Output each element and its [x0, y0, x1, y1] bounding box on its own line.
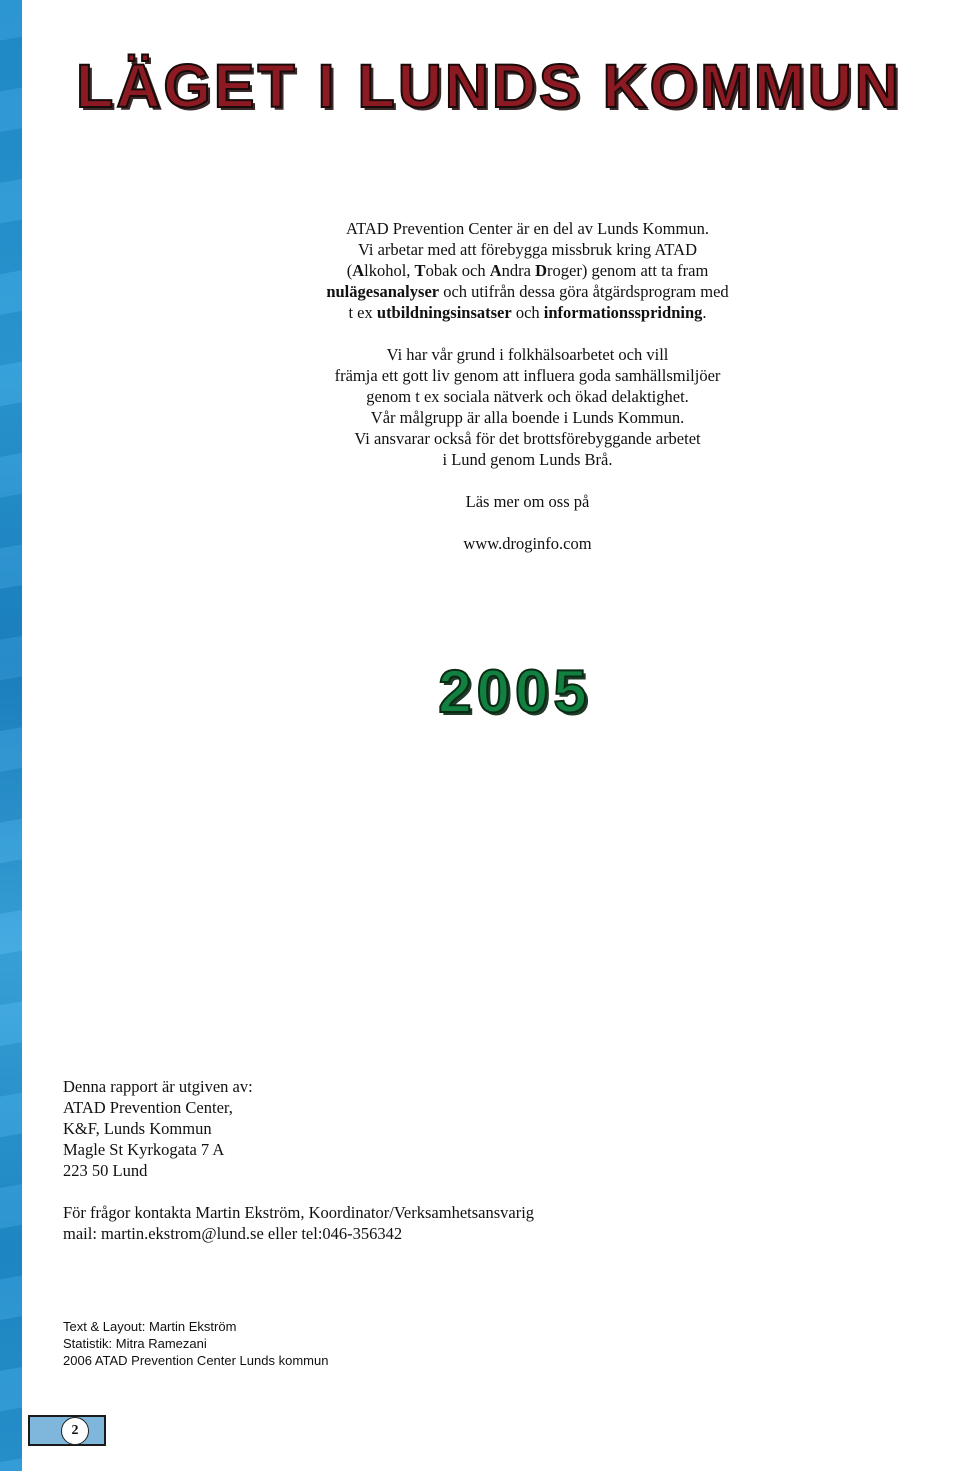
intro-line: Vi arbetar med att förebygga missbruk kring ATAD: [357, 240, 698, 259]
credits: [63, 1318, 563, 1369]
publisher-line: 223 50 Lund: [63, 1161, 148, 1180]
intro-text: [290, 218, 765, 554]
text-fragment: ndra: [501, 261, 536, 280]
year-heading: 2005: [438, 658, 592, 725]
page-number: 2: [61, 1417, 89, 1445]
bold-term: utbildningsinsatser: [376, 303, 512, 322]
text-fragment: obak och: [425, 261, 490, 280]
acronym-letter: D: [535, 261, 548, 280]
bold-term: informationsspridning: [543, 303, 703, 322]
acronym-letter: A: [352, 261, 365, 280]
text-fragment: .: [702, 303, 707, 322]
contact-line: För frågor kontakta Martin Ekström, Koordinator/Verksamhetsansvarig: [63, 1203, 535, 1222]
text-fragment: t ex: [348, 303, 377, 322]
text-fragment: och utifrån dessa göra åtgärdsprogram med: [439, 282, 729, 301]
acronym-letter: A: [489, 261, 502, 280]
mission-line: Vi ansvarar också för det brottsförebyggande arbetet: [354, 429, 701, 448]
mission-line: Vi har vår grund i folkhälsoarbetet och vill: [386, 345, 669, 364]
text-fragment: roger) genom att ta fram: [547, 261, 709, 280]
sidebar-texture: [0, 0, 22, 1471]
read-more-text: Läs mer om oss på: [465, 492, 590, 511]
text-fragment: (: [346, 261, 353, 280]
publisher-line: Magle St Kyrkogata 7 A: [63, 1140, 225, 1159]
text-fragment: och: [511, 303, 544, 322]
intro-line: [290, 281, 765, 302]
intro-line: [290, 302, 765, 323]
intro-line-atad: [290, 260, 765, 281]
mission-line: Vår målgrupp är alla boende i Lunds Kommun.: [370, 408, 685, 427]
website-link[interactable]: www.droginfo.com: [463, 534, 592, 553]
mission-line: främja ett gott liv genom att influera goda samhällsmiljöer: [334, 366, 721, 385]
mission-line: genom t ex sociala nätverk och ökad delaktighet.: [366, 387, 689, 406]
page-title: LÄGET I LUNDS KOMMUN: [76, 52, 902, 120]
publisher-line: ATAD Prevention Center,: [63, 1098, 233, 1117]
bold-term: nulägesanalyser: [326, 282, 440, 301]
publisher-line: Denna rapport är utgiven av:: [63, 1077, 253, 1096]
contact-mail[interactable]: mail: martin.ekstrom@lund.se eller tel:046-356342: [63, 1224, 403, 1243]
credit-line: Statistik: Mitra Ramezani: [63, 1336, 207, 1351]
intro-line: ATAD Prevention Center är en del av Lunds Kommun.: [346, 219, 709, 238]
acronym-letter: T: [414, 261, 426, 280]
credit-line: 2006 ATAD Prevention Center Lunds kommun: [63, 1353, 329, 1368]
credit-line: Text & Layout: Martin Ekström: [63, 1319, 237, 1334]
text-fragment: lkohol,: [364, 261, 415, 280]
mission-line: i Lund genom Lunds Brå.: [442, 450, 613, 469]
publisher-line: K&F, Lunds Kommun: [63, 1119, 212, 1138]
publisher-info: [63, 1076, 763, 1244]
